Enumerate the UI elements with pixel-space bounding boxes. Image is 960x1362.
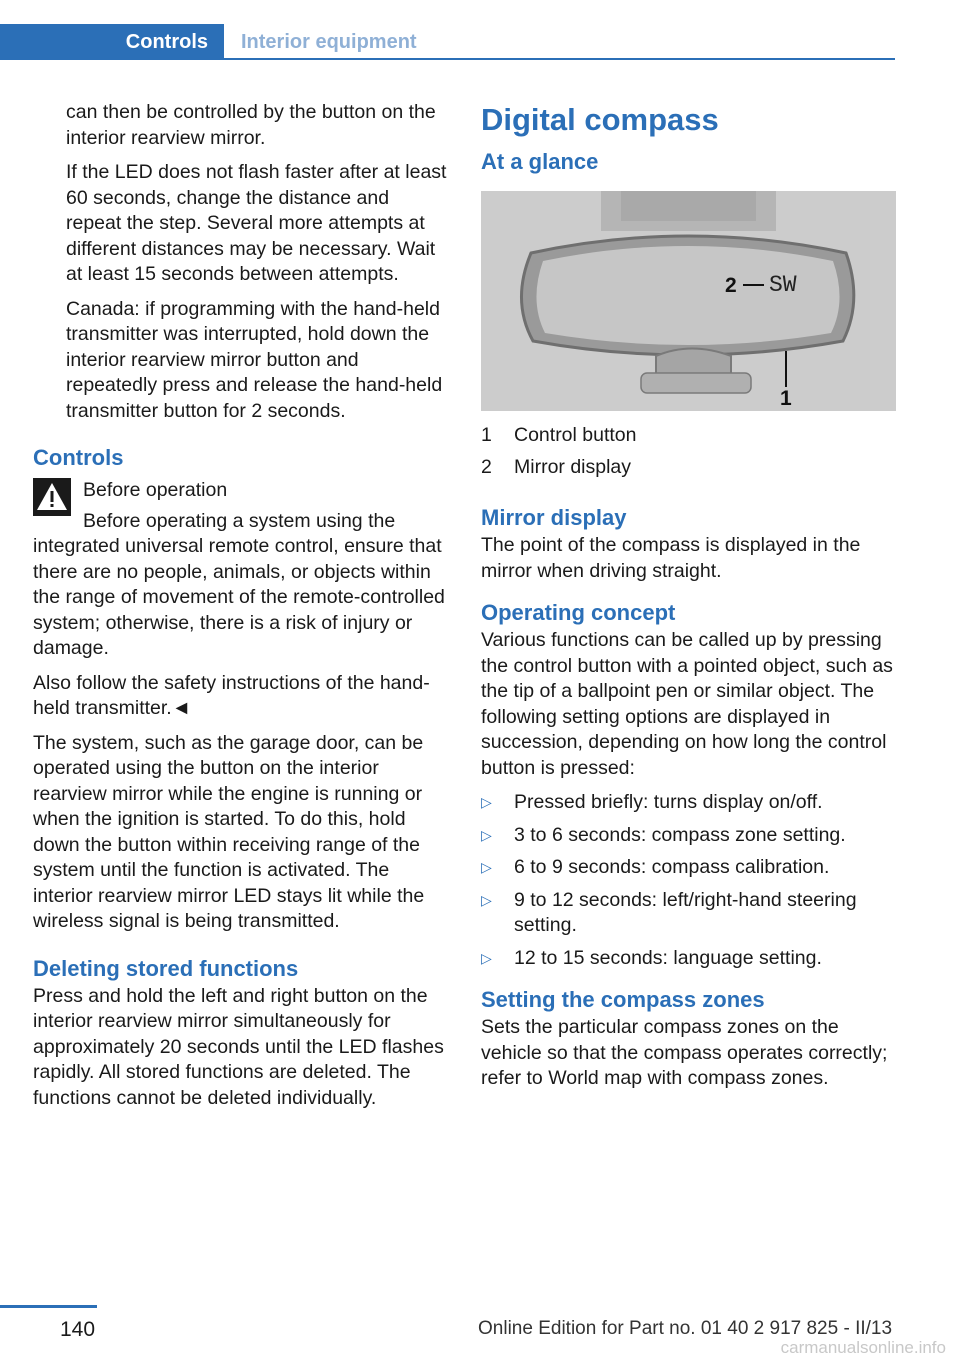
triangle-bullet-icon: ▷ [481,859,492,875]
triangle-bullet-icon: ▷ [481,891,492,908]
warning-text: Before operating a system using the integrated universal remote control, ensure that there are no people, animals, or objects within the range of movement of the remote-controlled system; otherwise, there is a risk of injury or damage. [33,509,445,659]
paragraph-compass-zones: Sets the particular compass zones on the vehicle so that the compass operates correctly; refer to World map with compass zones. [481,1016,888,1089]
paragraph-follow: Also follow the safety instructions of the hand-held transmitter.◄ [33,671,430,719]
heading-compass-zones: Setting the compass zones [481,987,765,1012]
warning-icon [33,478,71,516]
paragraph-mirror-display: The point of the compass is displayed in the mirror when driving straight. [481,534,861,582]
legend-item-control-button [481,423,896,449]
list-item: ▷ 12 to 15 seconds: language setting. [481,946,896,972]
paragraph-led: If the LED does not flash faster after at least 60 seconds, change the distance and repeat the step. Several more attempts at different distances may be necessary. Wait at least 15 seconds between attempts. [66,161,447,285]
legend-number: 1 [481,424,492,446]
watermark: carmanualsonline.info [780,1338,946,1357]
mirror-figure [481,191,896,411]
list-item: ▷ 9 to 12 seconds: left/right-hand steering setting. [481,888,896,939]
triangle-bullet-icon: ▷ [481,794,492,810]
paragraph-operating-concept: Various functions can be called up by pressing the control button with a pointed object, such as the tip of a ballpoint pen or similar object. The following setting options are displayed in succession, depending on how long the control button is pressed: [481,629,893,779]
triangle-bullet-icon: ▷ [481,949,492,966]
title-digital-compass: Digital compass [481,102,719,137]
legend-number: 2 [481,455,492,478]
mirror-display-text: SW [769,272,797,298]
paragraph-deleting: Press and hold the left and right button on the interior rearview mirror simultaneously for approximately 20 seconds until the LED flashes rapidly. All stored functions are deleted. The functions cannot be deleted individually. [33,984,444,1109]
heading-deleting: Deleting stored functions [33,955,299,981]
legend-label: Mirror display [514,455,632,478]
legend-label: Control button [514,424,637,446]
footer-rule [0,1305,97,1308]
warning-block [33,478,449,662]
list-item: ▷ 6 to 9 seconds: compass calibration. [481,855,896,881]
right-column [481,100,896,1101]
tab-controls[interactable]: Controls [0,24,224,60]
rearview-mirror-illustration [481,191,896,411]
list-item: ▷ Pressed briefly: turns display on/off. [481,790,896,816]
page-number: 140 [60,1318,96,1341]
callout-2: 2 [725,274,737,297]
header-tabs [0,24,895,60]
figure-legend [481,423,896,480]
heading-controls: Controls [33,445,124,470]
callout-1: 1 [780,387,792,410]
footer-edition: Online Edition for Part no. 01 40 2 917 825 - II/13 [478,1318,893,1339]
warning-title: Before operation [83,479,228,501]
list-item: ▷ 3 to 6 seconds: compass zone setting. [481,823,896,849]
triangle-bullet-icon: ▷ [481,826,492,843]
header-rule [224,58,895,60]
heading-operating-concept: Operating concept [481,600,676,625]
paragraph-intro: can then be controlled by the button on the interior rearview mirror. [66,101,436,149]
heading-mirror-display: Mirror display [481,505,627,530]
settings-list [481,790,896,971]
tab-interior-equipment[interactable]: Interior equipment [241,31,417,53]
left-column [33,100,449,1120]
paragraph-system: The system, such as the garage door, can be operated using the button on the interior rearview mirror while the engine is running or when the ignition is started. To do this, hold down the button within receiving range of the system until the function is activated. The interior rearview mirror LED stays lit while the wireless signal is being transmitted. [33,731,425,932]
left-intro [33,100,449,424]
heading-at-a-glance: At a glance [481,149,599,174]
paragraph-canada: Canada: if programming with the hand-held transmitter was interrupted, hold down the interior rearview mirror button and repeatedly press and release the hand-held transmitter button for 2 seconds. [66,297,443,422]
legend-item-mirror-display [481,455,896,481]
